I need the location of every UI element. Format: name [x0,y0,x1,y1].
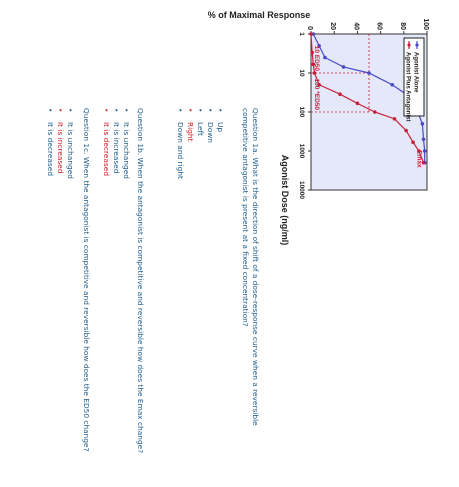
y-tick-label: 20 [329,22,337,30]
q1c-option[interactable] [65,108,75,179]
q1a-option[interactable] [195,108,205,136]
bullet-icon: • [122,108,131,113]
legend-label: Agonist Plus Antagonist [404,52,411,122]
bullet-icon: • [112,108,121,113]
q1b-option[interactable] [111,108,121,174]
q1a-option[interactable] [185,108,195,141]
data-point [421,122,425,126]
question-1c [81,108,91,452]
annotation-label: 100 *ED50 [313,78,320,110]
question-1b [135,108,145,453]
legend-label: Agonist Alone [412,52,419,93]
x-tick-label: 1 [298,32,305,36]
bullet-icon: • [56,108,65,113]
q1a-option[interactable] [205,108,215,143]
q1a-option[interactable] [175,108,185,179]
option-label: It is increased [112,122,121,174]
bullet-icon: • [66,108,75,113]
data-point [309,32,313,36]
option-label: Right [186,122,195,142]
option-label: It is unchanged [66,122,75,179]
q1c-option[interactable] [55,108,65,174]
data-point [313,71,317,75]
bullet-icon: • [196,108,205,113]
option-label: Up [216,122,225,133]
option-label: It is decreased [46,122,55,177]
x-tick-label: 100 [298,106,305,118]
y-tick-label: 0 [306,26,313,30]
q1b-option[interactable] [101,108,111,176]
y-tick-label: 80 [398,22,406,30]
data-point [411,141,415,145]
option-label: It is decreased [102,122,111,177]
bullet-icon: • [176,108,185,113]
data-point [338,92,342,96]
data-point [422,137,426,141]
option-label: Down [206,122,215,143]
data-point [342,65,346,69]
data-point [393,117,397,121]
option-label: Left [196,122,205,136]
data-point [390,83,394,87]
plot-area [298,18,429,199]
y-tick-label: 60 [375,22,383,30]
annotation-label: Emax [415,150,423,168]
question-1c-text: Question 1c. When the antagonist is competitive and reversible how does the ED50 change? [82,108,91,452]
legend-marker [415,43,418,46]
x-tick-label: 10000 [298,180,305,200]
legend [404,38,424,121]
data-point [423,149,427,153]
bullet-icon: • [216,108,225,113]
option-label: It is unchanged [122,122,131,179]
bullet-icon: • [102,108,111,113]
x-tick-label: 1000 [298,143,305,159]
data-point [373,110,377,114]
bullet-icon: • [46,108,55,113]
legend-marker [407,43,410,46]
data-point [323,56,327,60]
y-axis-label: % of Maximal Response [207,10,311,20]
question-1a [240,108,260,468]
y-tick-label: 100 [422,18,429,30]
x-tick-label: 10 [298,69,305,77]
option-label: It is increased [56,122,65,174]
annotation-label: 10 ED50 [313,45,320,71]
q1b-option[interactable] [121,108,131,179]
data-point [404,129,408,133]
y-tick-label: 40 [352,22,360,30]
data-point [356,102,360,106]
x-axis-label: Agonist Dose (ng/ml) [280,154,290,246]
question-1a-text: Question 1a. What is the direction of shift of a dose-response curve when a reversible competitive antagonist is present at a fixed concentration? [241,108,260,426]
q1c-option[interactable] [45,108,55,176]
bullet-icon: • [186,108,195,113]
bullet-icon: • [206,108,215,113]
option-label: Down and right [176,122,185,179]
data-point [367,71,371,75]
question-1b-text: Question 1b. When the antagonist is competitive and reversible how does the Emax change? [136,108,145,454]
q1a-option[interactable] [215,108,225,132]
